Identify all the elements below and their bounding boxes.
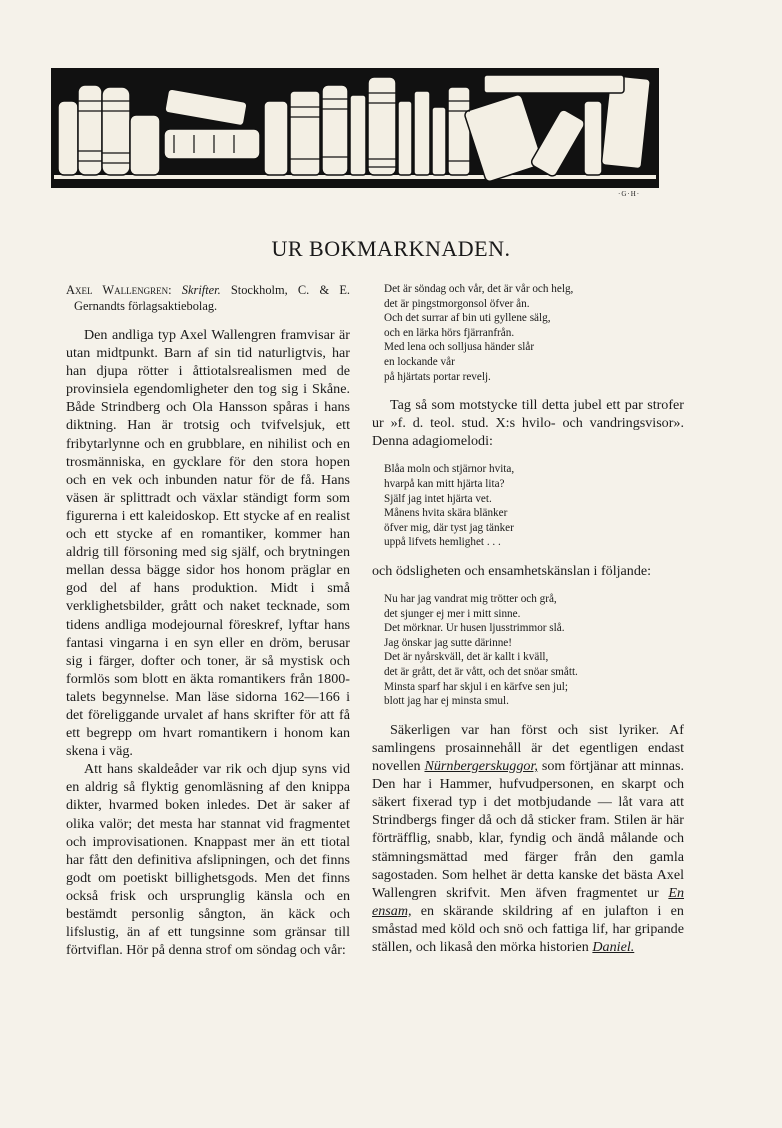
poem-line: öfver mig, där tyst jag tänker [384, 521, 514, 534]
poem-line: hvarpå kan mitt hjärta lita? [384, 478, 505, 491]
poem-line: det sjunger ej mer i mitt sinne. [384, 607, 521, 620]
right-column [372, 282, 684, 956]
review-publisher: Stockholm, C. & E. Gernandts förlagsaktiebolag. [74, 283, 350, 313]
poem-line: Det är nyårskväll, det är kallt i kväll, [384, 651, 549, 664]
poem-line: Blåa moln och stjärnor hvita, [384, 463, 515, 476]
poem-line: blott jag har ej minsta smul. [384, 695, 509, 708]
poem-line: en lockande vår [384, 355, 455, 368]
review-colon: : [168, 283, 172, 297]
poem-line: och en lärka hörs fjärranfrån. [384, 326, 515, 339]
poem-line: Det mörknar. Ur husen ljusstrimmor slå. [384, 622, 565, 635]
poem-line: Och det surrar af bin uti gyllene sälg, [384, 312, 551, 325]
review-header [66, 282, 350, 314]
poem-line: uppå lifvets hemlighet . . . [384, 536, 501, 549]
review-book-title: Skrifter. [181, 283, 221, 297]
review-author: Axel Wallengren [66, 283, 169, 297]
poem-line: Minsta sparf har skjul i en kärfve sen jul; [384, 680, 568, 693]
poem-line: Det är söndag och vår, det är vår och helg, [384, 283, 574, 295]
paragraph-1: Den andliga typ Axel Wallengren framvisar är utan midtpunkt. Barn af sin tid naturligtvis, har han djupa rötter i åttiotalsrealismen med de provinsiela egendomligheter den tog sig i Skåne. Både Strindberg och Ola Hansson spåras i hans diktning. Han är trotsig och tvifvelsjuk, ett fribytarlynne och en grubblare, en nihilist och en trosmänniska, en gycklare för den stora hopen och en vek och inbunden natur för de få. Hans väsen är splittradt och växlar ständigt form som figurerna i ett kaleidoskop. Ett stycke af en realist och ett stycke af en romantiker, kommer han aldrig till försoning med sig själf, och brytningen mellan dessa bägge sidor hos honom präglar en god del af hans produktion. Midt i små verklighetsbilder, grått och naket tecknade, som tidens andliga modejournal föreskref, lyftar hans fantasi vingarna i en syn eller en dröm, berusar sig i färger, dofter och toner, är så mystisk och formlös som blott en äkta romantikers från 1800-talets begynnelse. Man läse sidorna 162—166 i det föreliggande urvalet af hans skrifter för att få ett begrepp om hvart romantikern i honom kan skena i väg. [66, 327, 350, 760]
bookshelf-illustration [51, 68, 659, 188]
poem-line: Nu har jag vandrat mig trötter och grå, [384, 593, 557, 606]
bookshelf-icon [54, 71, 656, 185]
paragraph-5-part-e: en skärande skildring af en julafton i en småstad med köld och snö och fattiga lif, har gripande ställen, och likaså den mörka historien [372, 902, 684, 955]
paragraph-4: och ödsligheten och ensamhetskänslan i följande: [372, 563, 652, 579]
novel-title-nurnbergerskuggor: Nürnbergerskuggor, [424, 758, 538, 775]
paragraph-2: Att hans skaldeåder var rik och djup syns vid en aldrig så flyktig genomläsning af den knippa dikter, hvarmed boken inledes. Det är saker af olika valör; det mesta har stannat vid fragmentet och improvisationen. Knappast mer än ett tiotal har fått den definitiva afslipningen, och det finns godt om poetiskt billighetsgods. Men det finns också frisk och ursprunglig känsla och en bestämdt personlig sångton, än käck och lifslustig, än af ett tungsinne som gränsar till förtviflan. Hör på denna strof om söndag och vår: [66, 761, 350, 959]
poem-line: det är grått, det är vått, och det snöar smått. [384, 666, 578, 679]
poem-line: på hjärtats portar revelj. [384, 370, 491, 383]
illustrator-signature: ·G·H· [618, 190, 641, 198]
paragraph-5-part-c: som förtjänar att minnas. Den har i Hammer, hufvudpersonen, en skarpt och säkert fixerad typ i det motbjudande — låt vara att Strindbergs finger då och då sticker fram. Stilen är här förträfflig, snabb, klar, fyndig och ändå målande och stämningsmättad med färger från den gamla sagostaden. Som helhet är detta kanske det bästa Axel Wallengren skrifvit. Men äfven fragmentet ur [372, 758, 685, 901]
poem-line: Med lena och solljusa händer slår [384, 341, 535, 354]
paragraph-3: Tag så som motstycke till detta jubel ett par strofer ur »f. d. teol. stud. X:s hvilo- och vandringsvisor». Denna adagiomelodi: [372, 397, 684, 450]
novel-title-en-ensam: En ensam, [372, 884, 685, 919]
poem-2 [384, 462, 684, 550]
poem-line: Jag önskar jag sutte därinne! [384, 636, 512, 649]
poem-line: Månens hvita skära blänker [384, 507, 508, 520]
page-title: UR BOKMARKNADEN. [271, 236, 511, 261]
paragraph-5-part-a: Säkerligen var han först och sist lyriker. Af samlingens prosainnehåll är det egentligen endast novellen [372, 721, 684, 775]
novel-title-daniel: Daniel. [592, 938, 635, 955]
poem-1 [384, 282, 684, 384]
poem-3 [384, 592, 684, 709]
left-column [66, 282, 350, 959]
poem-line: Själf jag intet hjärta vet. [384, 492, 492, 505]
poem-line: det är pingstmorgonsol öfver ån. [384, 297, 530, 310]
paragraph-5 [372, 721, 684, 956]
